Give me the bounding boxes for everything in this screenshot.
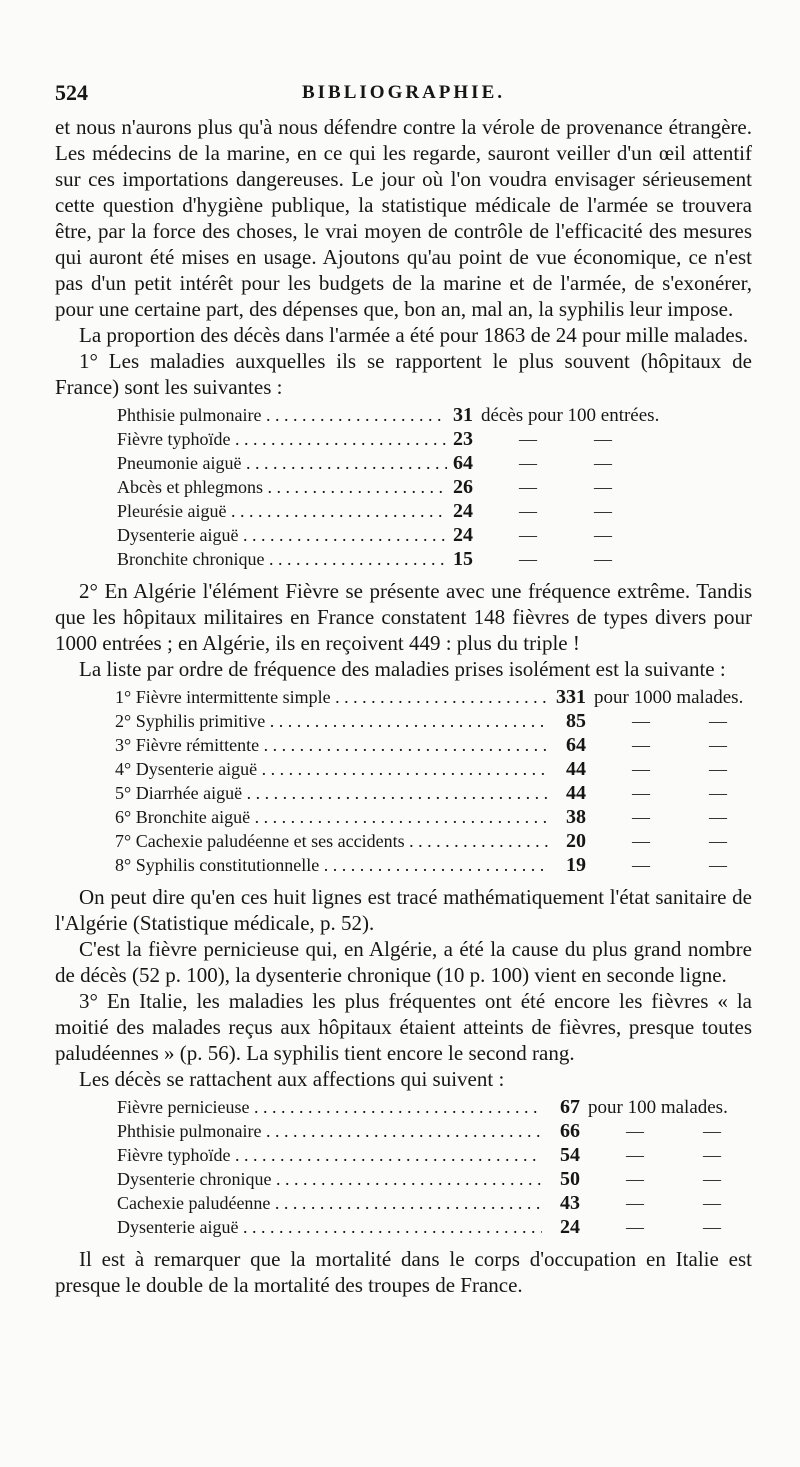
table-row [55, 428, 752, 452]
ditto-dash: — [519, 525, 537, 545]
row-value: 66 [560, 1120, 580, 1142]
ditto-dash: — [626, 1217, 644, 1237]
ditto-dash: — [709, 735, 727, 755]
table-row [55, 830, 752, 854]
ditto-dash: — [632, 735, 650, 755]
ditto-dash: — [709, 759, 727, 779]
row-value: 24 [560, 1216, 580, 1238]
row-value: 38 [566, 806, 586, 828]
row-label: 6° Bronchite aiguë . . . [115, 807, 550, 828]
table-row [55, 1144, 752, 1168]
table-row [55, 452, 752, 476]
ditto-dash: — [709, 783, 727, 803]
table-row [55, 710, 752, 734]
ditto-dash: — [703, 1217, 721, 1237]
ditto-dash: — [709, 831, 727, 851]
row-label: Dysenterie aiguë . . . [117, 525, 447, 546]
ditto-dash: — [626, 1169, 644, 1189]
row-label: 5° Diarrhée aiguë . . . [115, 783, 550, 804]
ditto-dash: — [703, 1121, 721, 1141]
table-row [55, 1192, 752, 1216]
row-value: 15 [453, 548, 473, 570]
ditto-dash: — [594, 429, 612, 449]
row-label: 7° Cachexie paludéenne et ses accidents . . . [115, 831, 550, 852]
table-row [55, 1096, 752, 1120]
row-value: 43 [560, 1192, 580, 1214]
ditto-dash: — [703, 1169, 721, 1189]
paragraph-10: Il est à remarquer que la mortalité dans le corps d'occupation en Italie est presque le double de la mortalité des troupes de France. [55, 1247, 752, 1297]
paragraph-1: et nous n'aurons plus qu'à nous défendre contre la vérole de provenance étrangère. Les médecins de la marine, en ce qui les regarde, sauront veiller d'un œil attentif sur ces importations dangereuses. Le jour où l'on voudra envisager sérieusement cette question d'hygiène publique, la statistique médicale de l'armée se trouvera être, par la force des choses, le vrai moyen de contrôle de l'efficacité des mesures qui auront été mises en usage. Ajoutons qu'au point de vue économique, ce n'est pas d'un petit intérêt pour les budgets de la marine et de l'armée, de s'exonérer, pour une certaine part, des dépenses que, bon an, mal an, la syphilis leur impose. [55, 115, 752, 321]
row-label: Fièvre typhoïde . . . [117, 429, 447, 450]
ditto-dash: — [703, 1193, 721, 1213]
table-algerie-frequency [55, 686, 752, 878]
ditto-dash: — [594, 525, 612, 545]
ditto-dash: — [703, 1145, 721, 1165]
row-label: Pneumonie aiguë . . . [117, 453, 447, 474]
table-row [55, 782, 752, 806]
row-label: Abcès et phlegmons . . . [117, 477, 447, 498]
row-value: 67 [560, 1096, 580, 1118]
row-label: 3° Fièvre rémittente . . . [115, 735, 550, 756]
ditto-dash: — [519, 477, 537, 497]
ditto-dash: — [632, 783, 650, 803]
ditto-dash: — [632, 759, 650, 779]
row-value: 64 [566, 734, 586, 756]
table-row [55, 854, 752, 878]
paragraph-5: La liste par ordre de fréquence des maladies prises isolément est la suivante : [79, 657, 726, 681]
ditto-dash: — [519, 453, 537, 473]
table-italie-deaths [55, 1096, 752, 1240]
row-value: 19 [566, 854, 586, 876]
ditto-dash: — [709, 711, 727, 731]
row-label: 1° Fièvre intermittente simple . . . [115, 687, 550, 708]
table-row [55, 524, 752, 548]
row-value: 44 [566, 758, 586, 780]
running-head: BIBLIOGRAPHIE. [301, 82, 505, 103]
ditto-dash: — [626, 1193, 644, 1213]
paragraph-8: 3° En Italie, les maladies les plus fréquentes ont été encore les fièvres « la moitié des malades reçus aux hôpitaux étaient atteints de fièvres, presque toutes paludéennes » (p. 56). La syphilis tient encore le second rang. [55, 989, 752, 1065]
table-row [55, 1168, 752, 1192]
ditto-dash: — [709, 807, 727, 827]
row-label: Cachexie paludéenne . . . [117, 1193, 542, 1214]
ditto-dash: — [709, 855, 727, 875]
page-header [55, 80, 752, 108]
row-value: 23 [453, 428, 473, 450]
ditto-dash: — [519, 429, 537, 449]
paragraph-6: On peut dire qu'en ces huit lignes est tracé mathématiquement l'état sanitaire de l'Algérie (Statistique médicale, p. 52). [55, 885, 752, 935]
row-label: Phthisie pulmonaire . . . [117, 405, 447, 426]
ditto-dash: — [632, 855, 650, 875]
page-number: 524 [55, 80, 88, 105]
ditto-dash: — [632, 711, 650, 731]
ditto-dash: — [632, 831, 650, 851]
ditto-dash: — [626, 1145, 644, 1165]
row-label: Fièvre pernicieuse . . . [117, 1097, 542, 1118]
row-value: 64 [453, 452, 473, 474]
paragraph-9: Les décès se rattachent aux affections qui suivent : [79, 1067, 505, 1091]
paragraph-7: C'est la fièvre pernicieuse qui, en Algérie, a été la cause du plus grand nombre de décès (52 p. 100), la dysenterie chronique (10 p. 100) vient en seconde ligne. [55, 937, 752, 987]
table-row [55, 476, 752, 500]
row-value: 26 [453, 476, 473, 498]
paragraph-3: 1° Les maladies auxquelles ils se rapportent le plus souvent (hôpitaux de France) sont les suivantes : [55, 349, 752, 399]
ditto-dash: — [594, 477, 612, 497]
row-value: 331 [556, 686, 586, 708]
row-label: Phthisie pulmonaire . . . [117, 1121, 542, 1142]
ditto-dash: — [519, 501, 537, 521]
row-label: 4° Dysenterie aiguë . . . [115, 759, 550, 780]
row-value: 20 [566, 830, 586, 852]
table-row [55, 806, 752, 830]
table-row [55, 734, 752, 758]
table-row [55, 1216, 752, 1240]
row-unit: pour 1000 malades. [594, 687, 744, 708]
row-value: 24 [453, 524, 473, 546]
row-value: 50 [560, 1168, 580, 1190]
row-label: Bronchite chronique . . . [117, 549, 447, 570]
paragraph-4: 2° En Algérie l'élément Fièvre se présente avec une fréquence extrême. Tandis que les hôpitaux militaires en France constatent 148 fièvres de types divers pour 1000 entrées ; en Algérie, ils en reçoivent 449 : plus du triple ! [55, 579, 752, 655]
page-body [55, 114, 752, 1298]
row-value: 44 [566, 782, 586, 804]
row-label: Fièvre typhoïde . . . [117, 1145, 542, 1166]
paragraph-2: La proportion des décès dans l'armée a été pour 1863 de 24 pour mille malades. [79, 323, 749, 347]
ditto-dash: — [594, 501, 612, 521]
table-row [55, 404, 752, 428]
ditto-dash: — [632, 807, 650, 827]
table-row [55, 500, 752, 524]
row-value: 85 [566, 710, 586, 732]
row-value: 54 [560, 1144, 580, 1166]
row-value: 31 [453, 404, 473, 426]
ditto-dash: — [626, 1121, 644, 1141]
row-label: Dysenterie chronique . . . [117, 1169, 542, 1190]
table-row [55, 758, 752, 782]
row-label: Dysenterie aiguë . . . [117, 1217, 542, 1238]
row-unit: décès pour 100 entrées. [481, 405, 660, 426]
table-row [55, 686, 752, 710]
ditto-dash: — [594, 453, 612, 473]
ditto-dash: — [519, 549, 537, 569]
row-value: 24 [453, 500, 473, 522]
table-row [55, 1120, 752, 1144]
row-unit: pour 100 malades. [588, 1097, 728, 1118]
row-label: 8° Syphilis constitutionnelle . . . [115, 855, 550, 876]
row-label: 2° Syphilis primitive . . . [115, 711, 550, 732]
ditto-dash: — [594, 549, 612, 569]
row-label: Pleurésie aiguë . . . [117, 501, 447, 522]
table-france-deaths [55, 404, 752, 572]
table-row [55, 548, 752, 572]
